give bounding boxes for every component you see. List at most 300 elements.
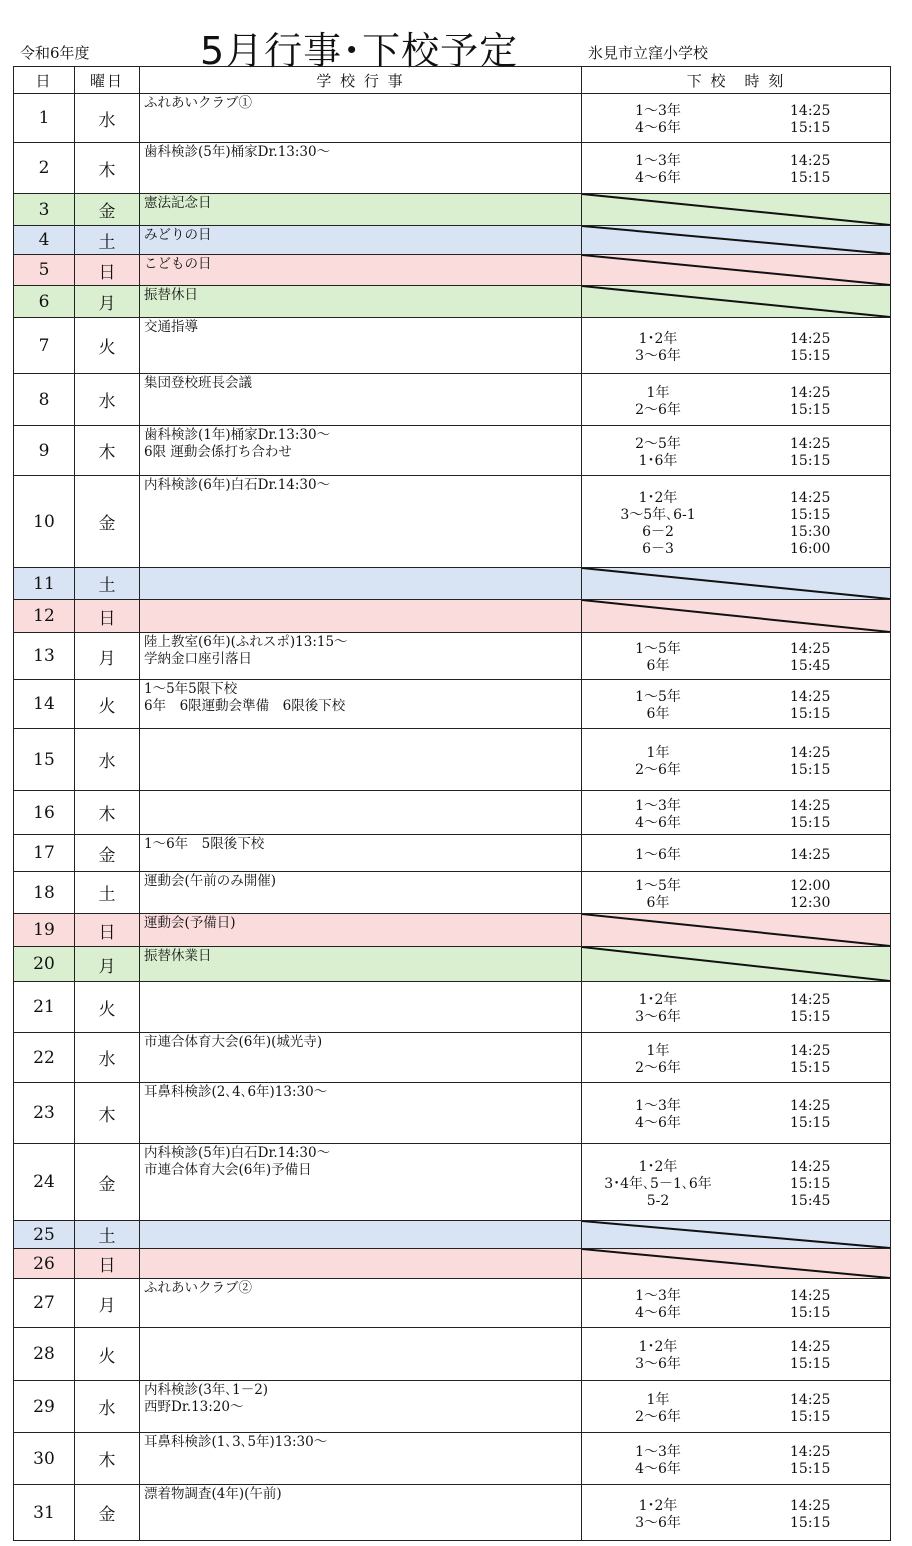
table-row [14,476,891,568]
dismissal-time: 15:15 [790,1514,831,1531]
dismissal-line [582,331,890,348]
grade-group: 1年 [646,1391,670,1408]
table-row [14,600,891,633]
dismissal-line [582,524,890,541]
grade-group: 4～6年 [635,120,681,136]
events-cell [140,1249,582,1279]
day-number: 18 [14,872,75,914]
weekday: 土 [75,1221,140,1249]
header-events: 学 校 行 事 [140,67,582,94]
grade-group: 1～3年 [635,1288,681,1304]
events-cell [140,947,582,982]
no-school-slash [582,1221,890,1248]
event-line: 耳鼻科検診(2､4､6年)13:30～ [144,1084,328,1100]
grade-group: 2～6年 [635,401,681,418]
weekday: 金 [75,1485,140,1541]
dismissal-time: 15:15 [790,1009,831,1025]
day-number: 20 [14,947,75,982]
table-row [14,1249,891,1279]
events-cell [140,633,582,680]
dismissal-cell [582,374,891,426]
table-row [14,1279,891,1328]
dismissal-line [582,658,890,675]
event-line: 市連合体育大会(6年)(城光寺) [144,1034,323,1050]
no-school-slash [582,194,890,225]
table-row [14,835,891,872]
day-number: 28 [14,1328,75,1381]
grade-group: 1･6年 [638,452,678,469]
dismissal-time: 14:25 [790,435,831,452]
dismissal-line [582,153,890,170]
grade-group: 1～3年 [635,1098,681,1114]
day-number: 1 [14,94,75,143]
table-row [14,947,891,982]
events-cell [140,568,582,600]
dismissal-line [582,1193,890,1210]
dismissal-cell [582,143,891,194]
dismissal-line [582,745,890,762]
table-row [14,1433,891,1485]
events-cell [140,286,582,318]
dismissal-cell [582,568,891,600]
grade-group: 3～6年 [635,1356,681,1372]
weekday: 火 [75,318,140,374]
day-number: 4 [14,226,75,255]
dismissal-line [582,541,890,558]
dismissal-line [582,1339,890,1356]
dismissal-line [582,1461,890,1478]
events-cell [140,1279,582,1328]
grade-group: 1･2年 [638,489,678,506]
dismissal-line [582,798,890,815]
event-line: 内科検診(3年､1－2) [144,1382,269,1398]
no-school-slash [582,255,890,285]
event-line: 運動会(午前のみ開催) [144,873,277,889]
event-line: 1～6年 5限後下校 [144,836,265,852]
dismissal-time: 14:25 [790,1098,831,1114]
dismissal-time: 15:45 [790,1192,831,1209]
dismissal-cell [582,255,891,286]
table-row [14,1083,891,1144]
dismissal-time: 14:25 [790,641,831,657]
dismissal-line [582,1176,890,1193]
day-number: 21 [14,982,75,1033]
day-number: 22 [14,1033,75,1083]
dismissal-line [582,878,890,895]
dismissal-time: 14:25 [790,744,831,761]
weekday: 月 [75,633,140,680]
dismissal-cell [582,194,891,226]
no-school-slash [582,914,890,946]
day-number: 30 [14,1433,75,1485]
table-row [14,426,891,476]
weekday: 土 [75,226,140,255]
dismissal-time: 14:25 [790,153,831,169]
day-number: 8 [14,374,75,426]
dismissal-line [582,490,890,507]
event-line: 陸上教室(6年)(ふれスポ)13:15～ [144,634,348,650]
event-line: 内科検診(5年)白石Dr.14:30～ [144,1145,331,1161]
dismissal-time: 15:30 [790,523,831,540]
event-line: 歯科検診(5年)桶家Dr.13:30～ [144,144,331,160]
dismissal-time: 14:25 [790,1391,831,1408]
table-row [14,143,891,194]
event-line: 1～5年5限下校 [144,681,238,697]
grade-group: 3～6年 [635,1009,681,1025]
dismissal-time: 12:00 [790,877,831,894]
weekday: 日 [75,914,140,947]
event-line: 振替休業日 [144,948,212,964]
event-line: 学納金口座引落日 [144,651,252,667]
dismissal-cell [582,1381,891,1433]
grade-group: 1･2年 [638,330,678,347]
dismissal-time: 14:25 [790,330,831,347]
dismissal-cell [582,914,891,947]
grade-group: 1年 [646,384,670,401]
grade-group: 1年 [646,1042,670,1059]
dismissal-time: 15:15 [790,814,831,831]
dismissal-cell [582,600,891,633]
dismissal-time: 15:15 [790,120,831,136]
events-cell [140,318,582,374]
dismissal-cell [582,947,891,982]
grade-group: 4～6年 [635,170,681,186]
table-row [14,633,891,680]
dismissal-line [582,847,890,864]
event-line: 運動会(予備日) [144,915,236,931]
table-row [14,226,891,255]
dismissal-time: 14:25 [790,1042,831,1059]
grade-group: 1年 [646,744,670,761]
day-number: 16 [14,791,75,835]
dismissal-time: 14:25 [790,1158,831,1175]
dismissal-time: 15:15 [790,1460,831,1477]
dismissal-cell [582,94,891,143]
dismissal-cell [582,872,891,914]
table-row [14,791,891,835]
grade-group: 4～6年 [635,1460,681,1477]
table-row [14,680,891,729]
dismissal-cell [582,791,891,835]
grade-group: 1･2年 [638,1339,678,1355]
dismissal-time: 15:15 [790,706,831,722]
day-number: 17 [14,835,75,872]
events-cell [140,600,582,633]
day-number: 12 [14,600,75,633]
dismissal-time: 14:25 [790,384,831,401]
dismissal-line [582,1159,890,1176]
table-row [14,94,891,143]
dismissal-cell [582,633,891,680]
day-number: 7 [14,318,75,374]
day-number: 24 [14,1144,75,1221]
dismissal-cell [582,286,891,318]
weekday: 金 [75,835,140,872]
table-row [14,729,891,791]
dismissal-line [582,1043,890,1060]
weekday: 月 [75,286,140,318]
dismissal-line [582,1392,890,1409]
dismissal-cell [582,476,891,568]
day-number: 31 [14,1485,75,1541]
dismissal-time: 15:15 [790,170,831,186]
dismissal-line [582,1515,890,1532]
event-line: 6限 運動会係打ち合わせ [144,444,292,460]
grade-group: 6年 [646,894,670,911]
grade-group: 3～6年 [635,347,681,364]
weekday: 水 [75,1033,140,1083]
dismissal-time: 15:15 [790,1059,831,1076]
grade-group: 1･2年 [638,992,678,1008]
dismissal-line [582,170,890,187]
day-number: 9 [14,426,75,476]
weekday: 木 [75,426,140,476]
grade-group: 3･4年､5－1､6年 [604,1175,712,1192]
header-dismissal: 下 校 時 刻 [582,67,891,94]
schedule-body [14,94,891,1541]
weekday: 金 [75,476,140,568]
dismissal-time: 14:25 [790,689,831,705]
weekday: 金 [75,1144,140,1221]
day-number: 25 [14,1221,75,1249]
dismissal-line [582,895,890,912]
table-row [14,318,891,374]
weekday: 月 [75,1279,140,1328]
event-line: 集団登校班長会議 [144,375,252,391]
event-line: 交通指導 [144,319,198,335]
dismissal-time: 14:25 [790,489,831,506]
dismissal-line [582,385,890,402]
event-line: 憲法記念日 [144,195,212,211]
grade-group: 1～5年 [635,689,681,705]
event-line: 6年 6限運動会準備 6限後下校 [144,698,346,714]
dismissal-line [582,1409,890,1426]
grade-group: 4～6年 [635,814,681,831]
dismissal-time: 16:00 [790,540,831,557]
grade-group: 4～6年 [635,1305,681,1321]
dismissal-time: 15:15 [790,1356,831,1372]
dismissal-line [582,1098,890,1115]
dismissal-line [582,815,890,832]
dismissal-time: 14:25 [790,1497,831,1514]
day-number: 10 [14,476,75,568]
weekday: 水 [75,374,140,426]
dismissal-cell [582,1249,891,1279]
weekday: 火 [75,982,140,1033]
dismissal-cell [582,318,891,374]
day-number: 5 [14,255,75,286]
weekday: 木 [75,143,140,194]
weekday: 日 [75,255,140,286]
table-row [14,255,891,286]
dismissal-line [582,641,890,658]
schedule-table [13,66,891,1541]
no-school-slash [582,568,890,599]
events-cell [140,143,582,194]
grade-group: 1･2年 [638,1497,678,1514]
header-day: 日 [14,67,75,94]
grade-group: 6年 [646,706,670,722]
event-line: 耳鼻科検診(1､3､5年)13:30～ [144,1434,328,1450]
grade-group: 2～6年 [635,761,681,778]
events-cell [140,914,582,947]
events-cell [140,1381,582,1433]
grade-group: 3～6年 [635,1514,681,1531]
dismissal-time: 15:15 [790,506,831,523]
weekday: 木 [75,1083,140,1144]
events-cell [140,1485,582,1541]
day-number: 6 [14,286,75,318]
table-header-row [14,67,891,94]
no-school-slash [582,286,890,317]
table-row [14,1221,891,1249]
dismissal-line [582,762,890,779]
dismissal-line [582,1356,890,1373]
events-cell [140,872,582,914]
dismissal-cell [582,1083,891,1144]
no-school-slash [582,947,890,981]
dismissal-cell [582,1033,891,1083]
dismissal-line [582,1009,890,1026]
events-cell [140,1433,582,1485]
dismissal-line [582,1115,890,1132]
grade-group: 2～5年 [635,435,681,452]
dismissal-time: 15:15 [790,1175,831,1192]
dismissal-time: 14:25 [790,1339,831,1355]
weekday: 木 [75,1433,140,1485]
day-number: 3 [14,194,75,226]
events-cell [140,476,582,568]
dismissal-line [582,507,890,524]
dismissal-line [582,689,890,706]
weekday: 土 [75,872,140,914]
dismissal-line [582,453,890,470]
dismissal-cell [582,426,891,476]
day-number: 23 [14,1083,75,1144]
dismissal-line [582,120,890,137]
dismissal-time: 15:15 [790,401,831,418]
grade-group: 1･2年 [638,1158,678,1175]
table-row [14,1328,891,1381]
grade-group: 3～5年､6-1 [620,506,696,523]
dismissal-cell [582,1144,891,1221]
dismissal-time: 14:25 [790,992,831,1008]
dismissal-time: 14:25 [790,1443,831,1460]
grade-group: 1～3年 [635,1443,681,1460]
dismissal-time: 15:15 [790,347,831,364]
table-row [14,872,891,914]
events-cell [140,94,582,143]
grade-group: 4～6年 [635,1115,681,1131]
events-cell [140,791,582,835]
events-cell [140,835,582,872]
event-line: ふれあいクラブ② [144,1280,252,1296]
dismissal-line [582,103,890,120]
event-line: 西野Dr.13:20～ [144,1399,244,1415]
event-line: ふれあいクラブ① [144,95,252,111]
no-school-slash [582,226,890,254]
page-title: 5月行事･下校予定 [200,29,519,73]
events-cell [140,1221,582,1249]
table-row [14,1144,891,1221]
weekday: 月 [75,947,140,982]
dismissal-cell [582,729,891,791]
events-cell [140,374,582,426]
weekday: 火 [75,1328,140,1381]
no-school-slash [582,1249,890,1278]
weekday: 水 [75,729,140,791]
dismissal-time: 15:15 [790,1408,831,1425]
events-cell [140,729,582,791]
fiscal-year: 令和6年度 [20,44,90,62]
dismissal-cell [582,1485,891,1541]
weekday: 火 [75,680,140,729]
dismissal-time: 14:25 [790,846,831,863]
weekday: 木 [75,791,140,835]
weekday: 水 [75,94,140,143]
table-row [14,1381,891,1433]
event-line: 歯科検診(1年)桶家Dr.13:30～ [144,427,331,443]
day-number: 11 [14,568,75,600]
grade-group: 6－2 [642,523,674,540]
dismissal-line [582,1444,890,1461]
header-weekday: 曜日 [75,67,140,94]
grade-group: 5-2 [646,1192,670,1209]
dismissal-cell [582,1328,891,1381]
events-cell [140,982,582,1033]
grade-group: 1～6年 [635,846,681,863]
dismissal-cell [582,1433,891,1485]
event-line: みどりの日 [144,227,212,243]
dismissal-time: 15:15 [790,1305,831,1321]
dismissal-line [582,706,890,723]
table-row [14,286,891,318]
grade-group: 6年 [646,658,670,674]
table-row [14,982,891,1033]
day-number: 2 [14,143,75,194]
event-line: 振替休日 [144,287,198,303]
events-cell [140,426,582,476]
grade-group: 1～3年 [635,153,681,169]
grade-group: 2～6年 [635,1408,681,1425]
table-row [14,194,891,226]
events-cell [140,680,582,729]
weekday: 日 [75,1249,140,1279]
grade-group: 1～5年 [635,877,681,894]
grade-group: 1～3年 [635,797,681,814]
dismissal-cell [582,226,891,255]
grade-group: 1～5年 [635,641,681,657]
dismissal-time: 14:25 [790,797,831,814]
day-number: 26 [14,1249,75,1279]
dismissal-time: 15:15 [790,761,831,778]
dismissal-line [582,436,890,453]
weekday: 金 [75,194,140,226]
dismissal-cell [582,1279,891,1328]
dismissal-line [582,402,890,419]
day-number: 27 [14,1279,75,1328]
table-row [14,1485,891,1541]
event-line: 漂着物調査(4年)(午前) [144,1486,282,1502]
day-number: 15 [14,729,75,791]
event-line: 市連合体育大会(6年)予備日 [144,1162,312,1178]
dismissal-line [582,992,890,1009]
dismissal-time: 15:15 [790,452,831,469]
table-row [14,914,891,947]
dismissal-time: 15:15 [790,1115,831,1131]
grade-group: 2～6年 [635,1059,681,1076]
weekday: 水 [75,1381,140,1433]
